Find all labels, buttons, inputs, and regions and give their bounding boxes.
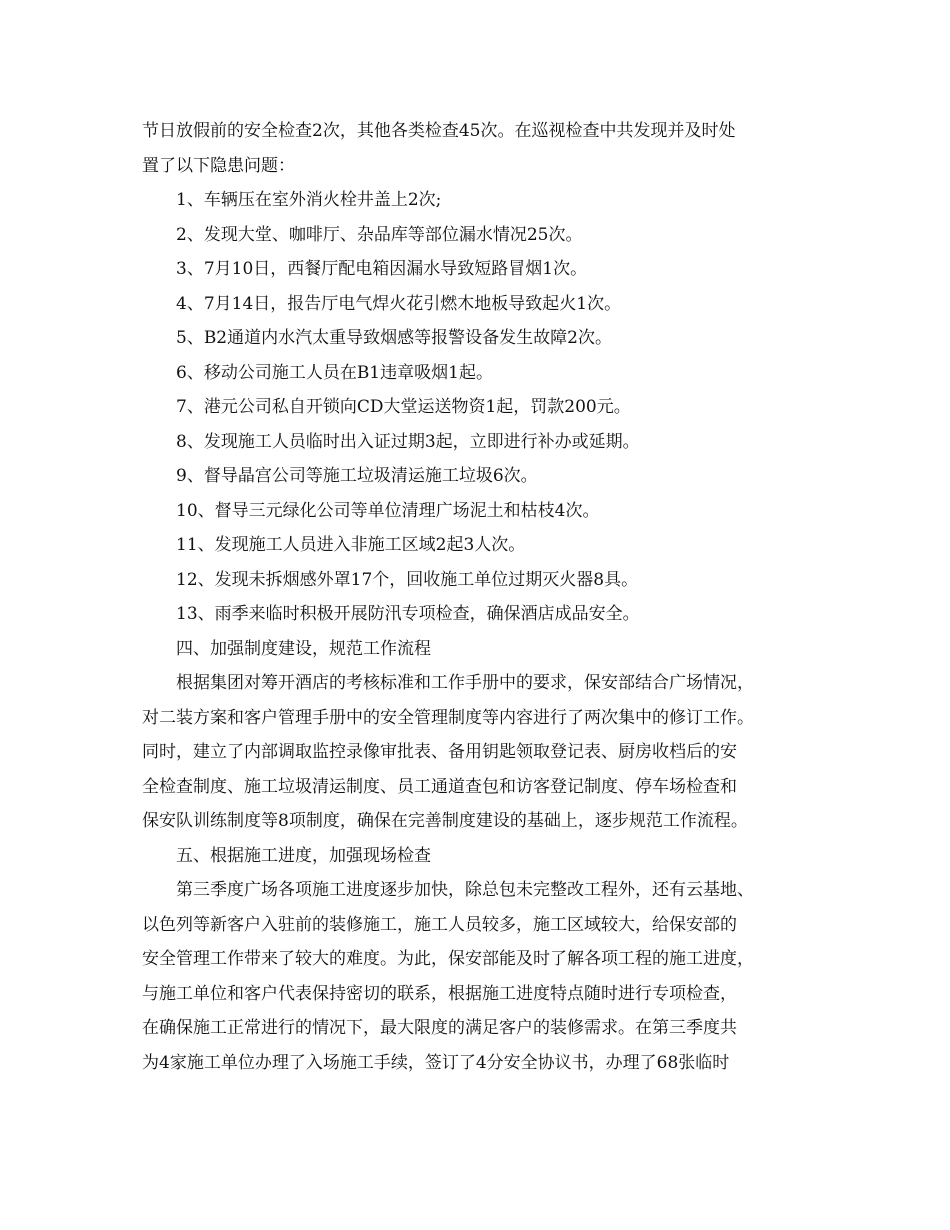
text-line: 为4家施工单位办理了入场施工手续，签订了4分安全协议书，办理了68张临时 [142,1052,730,1073]
text-line: 全检查制度、施工垃圾清运制度、员工通道查包和访客登记制度、停车场检查和 [142,776,737,797]
text-line: 10、督导三元绿化公司等单位清理广场泥土和枯枝4次。 [176,500,600,521]
text-line: 11、发现施工人员进入非施工区域2起3人次。 [176,535,526,555]
text-line: 9、督导晶宫公司等施工垃圾清运施工垃圾6次。 [176,466,538,486]
text-line: 5、B2通道内水汽太重导致烟感等报警设备发生故障2次。 [176,328,612,348]
text-line: 以色列等新客户入驻前的装修施工，施工人员较多，施工区域较大，给保安部的 [142,914,737,935]
document-body [142,114,810,1080]
text-line: 8、发现施工人员临时出入证过期3起，立即进行补办或延期。 [176,431,640,452]
text-line: 13、雨季来临时积极开展防汛专项检查，确保酒店成品安全。 [176,604,640,624]
text-line: 2、发现大堂、咖啡厅、杂品库等部位漏水情况25次。 [176,224,583,245]
text-line: 根据集团对筹开酒店的考核标准和工作手册中的要求，保安部结合广场情况， [176,673,754,693]
text-line: 置了以下隐患问题： [142,155,295,176]
text-line: 四、加强制度建设，规范工作流程 [176,638,431,659]
text-line: 五、根据施工进度，加强现场检查 [176,845,431,866]
text-line: 6、移动公司施工人员在B1违章吸烟1起。 [176,362,493,383]
text-line: 同时，建立了内部调取监控录像审批表、备用钥匙领取登记表、厨房收档后的安 [142,742,737,762]
text-line: 安全管理工作带来了较大的难度。为此，保安部能及时了解各项工程的施工进度， [142,949,754,969]
text-line: 7、港元公司私自开锁向CD大堂运送物资1起，罚款200元。 [176,397,631,417]
text-line: 12、发现未拆烟感外罩17个，回收施工单位过期灭火器8具。 [176,569,639,590]
text-line: 与施工单位和客户代表保持密切的联系，根据施工进度特点随时进行专项检查， [142,983,737,1004]
text-line: 对二装方案和客户管理手册中的安全管理制度等内容进行了两次集中的修订工作。 [142,707,754,728]
text-line: 3、7月10日，西餐厅配电箱因漏水导致短路冒烟1次。 [176,259,588,279]
text-line: 第三季度广场各项施工进度逐步加快，除总包未完整改工程外，还有云基地、 [176,880,754,900]
text-line: 保安队训练制度等8项制度，确保在完善制度建设的基础上，逐步规范工作流程。 [142,811,748,831]
text-line: 在确保施工正常进行的情况下，最大限度的满足客户的装修需求。在第三季度共 [142,1018,737,1038]
text-line: 节日放假前的安全检查2次，其他各类检查45次。在巡视检查中共发现并及时处 [142,121,736,141]
text-line: 1、车辆压在室外消火栓井盖上2次; [176,190,442,210]
text-line: 4、7月14日，报告厅电气焊火花引燃木地板导致起火1次。 [176,293,622,314]
